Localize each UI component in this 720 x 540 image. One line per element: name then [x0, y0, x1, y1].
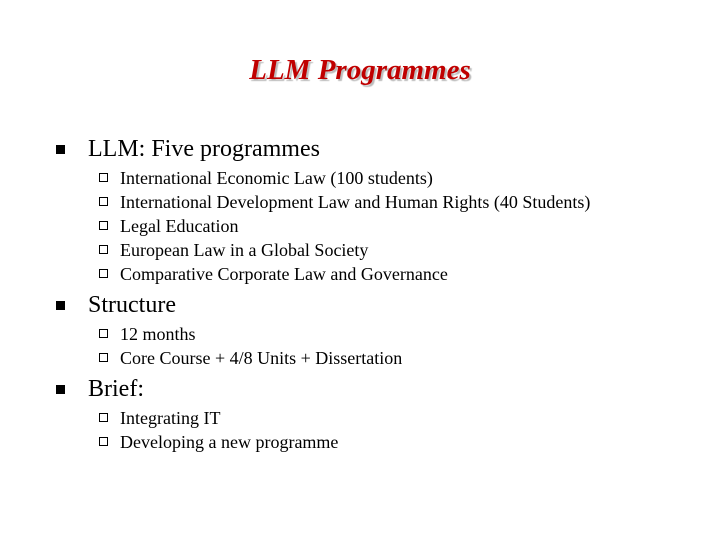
- hollow-square-bullet-icon: [99, 329, 108, 338]
- list-item-text: International Economic Law (100 students): [120, 168, 433, 188]
- filled-square-bullet-icon: [56, 145, 65, 154]
- list-item: [56, 190, 696, 214]
- hollow-square-bullet-icon: [99, 437, 108, 446]
- list-item-text: Legal Education: [120, 216, 239, 236]
- list-item-text: Comparative Corporate Law and Governance: [120, 264, 448, 284]
- section-heading: [56, 132, 696, 166]
- list-item: [56, 406, 696, 430]
- section-items: [56, 322, 696, 372]
- list-item-text: 12 months: [120, 324, 196, 344]
- list-item-text: Core Course + 4/8 Units + Dissertation: [120, 348, 403, 368]
- section-items: [56, 166, 696, 288]
- list-item: [56, 238, 696, 262]
- list-item-text: European Law in a Global Society: [120, 240, 369, 260]
- list-item: [56, 346, 696, 370]
- hollow-square-bullet-icon: [99, 353, 108, 362]
- section-heading-text: Structure: [88, 292, 176, 318]
- section-items: [56, 406, 696, 456]
- list-item: [56, 322, 696, 346]
- list-item: [56, 166, 696, 190]
- hollow-square-bullet-icon: [99, 221, 108, 230]
- hollow-square-bullet-icon: [99, 245, 108, 254]
- list-item-text: Integrating IT: [120, 408, 221, 428]
- section-heading-text: Brief:: [88, 376, 144, 402]
- section-heading: [56, 288, 696, 322]
- section-heading: [56, 372, 696, 406]
- hollow-square-bullet-icon: [99, 197, 108, 206]
- hollow-square-bullet-icon: [99, 413, 108, 422]
- filled-square-bullet-icon: [56, 301, 65, 310]
- hollow-square-bullet-icon: [99, 269, 108, 278]
- filled-square-bullet-icon: [56, 385, 65, 394]
- list-item-text: Developing a new programme: [120, 432, 339, 452]
- section-heading-text: LLM: Five programmes: [88, 136, 320, 162]
- hollow-square-bullet-icon: [99, 173, 108, 182]
- list-item-text: International Development Law and Human Rights (40 Students): [120, 192, 591, 212]
- list-item: [56, 430, 696, 454]
- slide-content: [56, 132, 696, 456]
- list-item: [56, 262, 696, 286]
- slide-title: LLM Programmes: [249, 54, 471, 86]
- list-item: [56, 214, 696, 238]
